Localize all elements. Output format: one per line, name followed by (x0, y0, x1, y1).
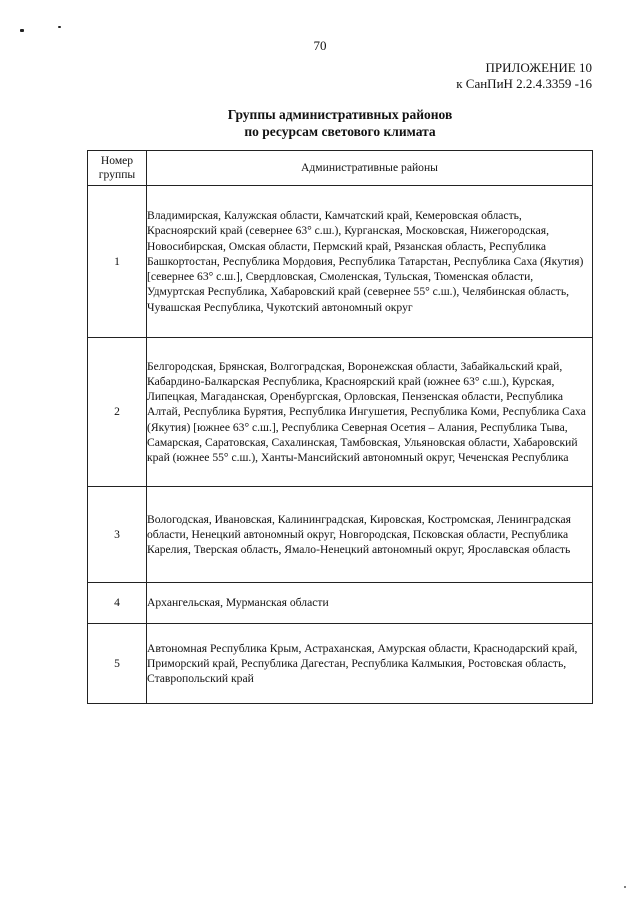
group-districts: Белгородская, Брянская, Волгоградская, Воронежская области, Забайкальский край, Кабардино-Балкарская Республика, Красноярский край (южнее 63° с.ш.), Курская, Липецкая, Магаданская, Оренбургская, Орловская, Пензенская области, Республика Алтай, Республика Бурятия, Республика Ингушетия, Республика Коми, Республика Саха (Якутия) [южнее 63° с.ш.], Республика Северная Осетия – Алания, Республика Тыва, Самарская, Саратовская, Сахалинская, Тамбовская, Ульяновская области, Хабаровский край (южнее 55° с.ш.), Ханты-Мансийский автономный округ, Чеченская Республика (147, 338, 593, 487)
group-number: 3 (88, 487, 147, 583)
table-row (88, 624, 593, 704)
document-title (0, 106, 640, 140)
group-districts: Архангельская, Мурманская области (147, 583, 593, 624)
group-number: 2 (88, 338, 147, 487)
group-districts: Владимирская, Калужская области, Камчатский край, Кемеровская область, Красноярский край (севернее 63° с.ш.), Курганская, Московская, Нижегородская, Новосибирская, Омская области, Пермский край, Рязанская область, Республика Башкортостан, Республика Мордовия, Республика Татарстан, Республика Саха (Якутия) [севернее 63° с.ш.], Свердловская, Смоленская, Тульская, Тюменская области, Удмуртская Республика, Хабаровский край (севернее 55° с.ш.), Челябинская область, Чувашская Республика, Чукотский автономный округ (147, 186, 593, 338)
group-districts: Вологодская, Ивановская, Калининградская, Кировская, Костромская, Ленинградская области, Ненецкий автономный округ, Новгородская, Псковская области, Республика Карелия, Тверская область, Ямало-Ненецкий автономный округ, Ярославская область (147, 487, 593, 583)
group-number: 1 (88, 186, 147, 338)
page-number: 70 (313, 38, 327, 53)
table-header-row (88, 151, 593, 186)
group-number: 4 (88, 583, 147, 624)
scan-speck (20, 29, 24, 32)
appendix-header (456, 60, 592, 92)
title-line-2: по ресурсам светового климата (244, 124, 436, 139)
appendix-label: ПРИЛОЖЕНИЕ 10 (485, 60, 592, 75)
header-group-number: Номер группы (88, 151, 147, 186)
table-row (88, 186, 593, 338)
table-row (88, 338, 593, 487)
group-number: 5 (88, 624, 147, 704)
districts-table (87, 150, 593, 704)
scan-speck (58, 26, 61, 28)
group-districts: Автономная Республика Крым, Астраханская, Амурская области, Краснодарский край, Приморский край, Республика Дагестан, Республика Калмыкия, Ростовская область, Ставропольский край (147, 624, 593, 704)
scan-speck (624, 886, 626, 888)
table-row (88, 583, 593, 624)
table-row (88, 487, 593, 583)
header-districts: Административные районы (147, 151, 593, 186)
appendix-reference: к СанПиН 2.2.4.3359 -16 (456, 76, 592, 91)
title-line-1: Группы административных районов (227, 107, 453, 122)
